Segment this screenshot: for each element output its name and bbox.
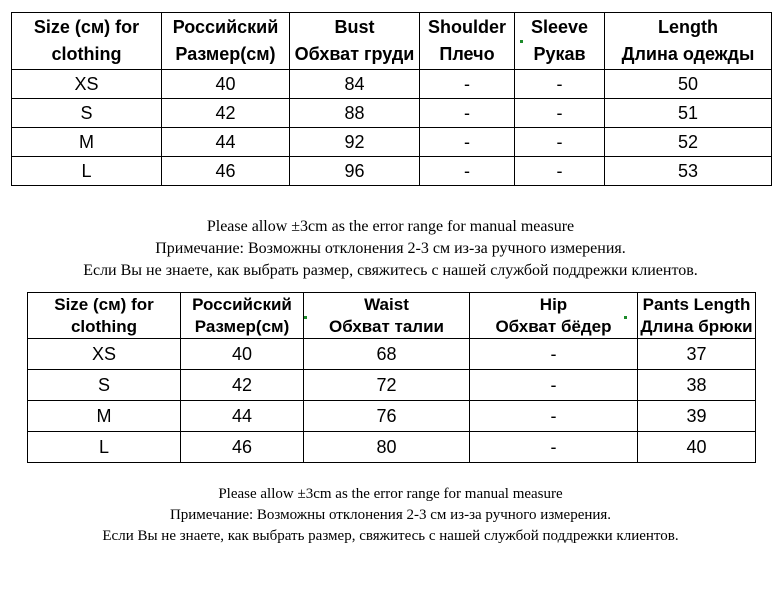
measurement-note-2 — [0, 484, 781, 547]
cell-size: M — [12, 128, 162, 157]
header-pants-length: Pants Length Длина брюки — [638, 293, 756, 339]
header-length: Length Длина одежды — [605, 13, 772, 70]
cell-bust: 92 — [290, 128, 420, 157]
header-bust: Bust Обхват груди — [290, 13, 420, 70]
measurement-note-1 — [0, 216, 781, 282]
table-row — [28, 370, 756, 401]
cell-russian-size: 44 — [181, 401, 304, 432]
note-line-en: Please allow ±3cm as the error range for manual measure — [206, 218, 575, 235]
note-line-ru-help: Если Вы не знаете, как выбрать размер, свяжитесь с нашей службой поддрежки клиентов. — [102, 528, 679, 544]
cell-hip: - — [470, 432, 638, 463]
cell-waist: 72 — [304, 370, 470, 401]
cell-pants-length: 38 — [638, 370, 756, 401]
cell-shoulder: - — [420, 128, 515, 157]
cell-length: 53 — [605, 157, 772, 186]
cell-hip: - — [470, 401, 638, 432]
note-line-en: Please allow ±3cm as the error range for manual measure — [218, 486, 563, 502]
cell-pants-length: 37 — [638, 339, 756, 370]
header-russian-size: Российский Размер(см) — [181, 293, 304, 339]
cell-size: L — [12, 157, 162, 186]
cell-russian-size: 46 — [181, 432, 304, 463]
cell-russian-size: 42 — [181, 370, 304, 401]
header-sleeve: Sleeve Рукав — [515, 13, 605, 70]
cell-russian-size: 42 — [162, 99, 290, 128]
cell-size: L — [28, 432, 181, 463]
cell-hip: - — [470, 339, 638, 370]
table-header-row — [12, 13, 772, 70]
cell-shoulder: - — [420, 99, 515, 128]
cell-bust: 88 — [290, 99, 420, 128]
note-line-ru: Примечание: Возможны отклонения 2-3 см из-за ручного измерения. — [155, 240, 626, 257]
header-russian-size: Российский Размер(см) — [162, 13, 290, 70]
cell-size: XS — [12, 70, 162, 99]
table-row — [28, 401, 756, 432]
cell-russian-size: 46 — [162, 157, 290, 186]
table-header-row — [28, 293, 756, 339]
green-tick-mark — [624, 316, 627, 319]
cell-russian-size: 40 — [162, 70, 290, 99]
green-tick-mark — [520, 40, 523, 43]
table-row — [12, 70, 772, 99]
green-tick-mark — [304, 316, 307, 319]
cell-sleeve: - — [515, 70, 605, 99]
table-row — [12, 99, 772, 128]
header-size: Size (см) for clothing — [12, 13, 162, 70]
header-size: Size (см) for clothing — [28, 293, 181, 339]
note-line-ru-help: Если Вы не знаете, как выбрать размер, свяжитесь с нашей службой поддрежки клиентов. — [83, 262, 698, 279]
cell-waist: 68 — [304, 339, 470, 370]
header-shoulder: Shoulder Плечо — [420, 13, 515, 70]
cell-sleeve: - — [515, 157, 605, 186]
header-waist: Waist Обхват талии — [304, 293, 470, 339]
header-hip: Hip Обхват бёдер — [470, 293, 638, 339]
table-row — [12, 157, 772, 186]
cell-russian-size: 44 — [162, 128, 290, 157]
cell-size: M — [28, 401, 181, 432]
cell-sleeve: - — [515, 99, 605, 128]
cell-hip: - — [470, 370, 638, 401]
cell-shoulder: - — [420, 70, 515, 99]
table-row — [28, 339, 756, 370]
cell-size: S — [12, 99, 162, 128]
cell-bust: 96 — [290, 157, 420, 186]
table-row — [28, 432, 756, 463]
cell-waist: 76 — [304, 401, 470, 432]
cell-waist: 80 — [304, 432, 470, 463]
cell-length: 51 — [605, 99, 772, 128]
table-row — [12, 128, 772, 157]
cell-shoulder: - — [420, 157, 515, 186]
top-size-table — [11, 12, 772, 186]
cell-bust: 84 — [290, 70, 420, 99]
cell-size: XS — [28, 339, 181, 370]
cell-length: 50 — [605, 70, 772, 99]
bottom-size-table — [27, 292, 756, 463]
cell-sleeve: - — [515, 128, 605, 157]
cell-length: 52 — [605, 128, 772, 157]
cell-russian-size: 40 — [181, 339, 304, 370]
note-line-ru: Примечание: Возможны отклонения 2-3 см из-за ручного измерения. — [169, 507, 612, 523]
cell-pants-length: 39 — [638, 401, 756, 432]
cell-pants-length: 40 — [638, 432, 756, 463]
cell-size: S — [28, 370, 181, 401]
